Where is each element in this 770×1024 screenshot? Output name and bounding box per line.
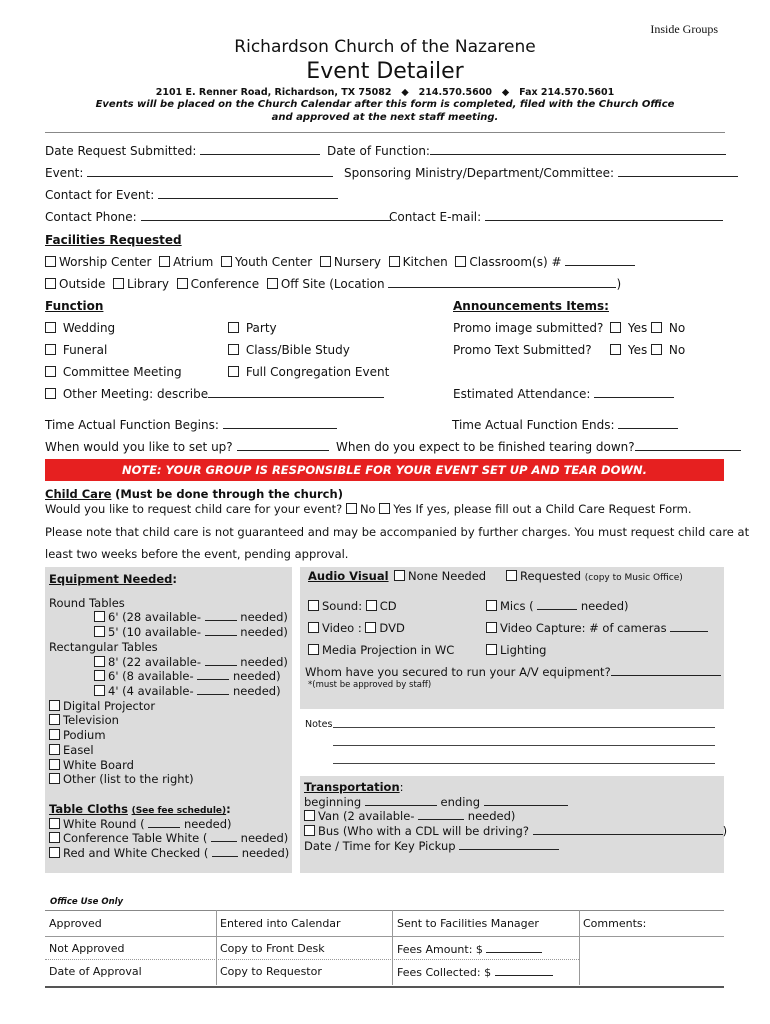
checkbox[interactable]: [49, 759, 60, 770]
checkbox[interactable]: [45, 322, 56, 333]
facilities-heading: Facilities Requested: [45, 233, 182, 247]
office-not-approved[interactable]: Not Approved: [49, 942, 125, 955]
function-party[interactable]: Party: [228, 321, 277, 335]
checkbox[interactable]: [228, 366, 239, 377]
checkbox[interactable]: [228, 322, 239, 333]
function-full-congregation[interactable]: Full Congregation Event: [228, 365, 389, 379]
childcare-heading-row: [45, 487, 343, 501]
office-sent-facilities[interactable]: Sent to Facilities Manager: [397, 917, 539, 930]
checkbox[interactable]: [304, 825, 315, 836]
promo-text-label: Promo Text Submitted?: [453, 343, 592, 357]
checkbox[interactable]: [651, 344, 662, 355]
checkbox[interactable]: [346, 503, 357, 514]
address: 2101 E. Renner Road, Richardson, TX 75082: [155, 87, 392, 98]
audio-mics[interactable]: Mics ( needed): [486, 599, 629, 613]
checkbox[interactable]: [49, 832, 60, 843]
childcare-heading: Child Care: [45, 487, 112, 501]
contact-email-label: Contact E-mail:: [389, 210, 482, 224]
transport-van[interactable]: Van (2 available- needed): [304, 809, 515, 823]
sponsoring-label: Sponsoring Ministry/Department/Committee:: [344, 166, 615, 180]
office-comments-label: Comments:: [583, 917, 647, 930]
childcare-question: Would you like to request child care for your event?: [45, 502, 343, 516]
checkbox[interactable]: [486, 622, 497, 633]
rect-tables-label: Rectangular Tables: [49, 640, 158, 654]
office-date-approval[interactable]: Date of Approval: [49, 965, 142, 978]
notes-line-3[interactable]: [333, 763, 715, 764]
audio-whom-field[interactable]: [305, 665, 721, 679]
childcare-yes-note: If yes, please fill out a Child Care Request Form.: [415, 502, 692, 516]
date-request-field[interactable]: [45, 144, 320, 158]
notice-line-2: and approved at the next staff meeting.: [271, 112, 499, 123]
checkbox[interactable]: [389, 256, 400, 267]
facility-library[interactable]: Library: [113, 277, 169, 291]
checkbox[interactable]: [45, 388, 56, 399]
office-fees-collected[interactable]: Fees Collected: $: [397, 965, 553, 979]
event-field[interactable]: [45, 166, 333, 180]
office-col-divider: [216, 910, 217, 985]
audio-capture[interactable]: Video Capture: # of cameras: [486, 621, 708, 635]
announcements-heading: Announcements Items:: [453, 299, 609, 313]
facility-conference[interactable]: Conference: [177, 277, 260, 291]
function-funeral[interactable]: Funeral: [45, 343, 107, 357]
checkbox[interactable]: [49, 700, 60, 711]
table-cloths-heading-row: Table Cloths (See fee schedule):: [49, 802, 231, 816]
church-name: Richardson Church of the Nazarene: [234, 37, 536, 57]
divider: [45, 132, 725, 133]
checkbox[interactable]: [94, 611, 105, 622]
table-cloths-heading: Table Cloths: [49, 802, 128, 816]
checkbox[interactable]: [49, 773, 60, 784]
audio-video[interactable]: Video : DVD: [308, 621, 405, 635]
checkbox[interactable]: [267, 278, 278, 289]
checkbox[interactable]: [45, 366, 56, 377]
transport-bus[interactable]: Bus (Who with a CDL will be driving? ): [304, 824, 727, 838]
checkbox[interactable]: [45, 278, 56, 289]
transport-dates[interactable]: beginning ending: [304, 795, 568, 809]
audio-media[interactable]: Media Projection in WC: [308, 643, 454, 657]
transport-heading-row: Transportation:: [304, 780, 404, 794]
checkbox[interactable]: [49, 847, 60, 858]
equipment-heading-row: Equipment Needed:: [49, 572, 178, 586]
audio-heading: Audio Visual: [308, 569, 389, 583]
function-class[interactable]: Class/Bible Study: [228, 343, 350, 357]
contact-event-label: Contact for Event:: [45, 188, 155, 202]
event-label: Event:: [45, 166, 84, 180]
childcare-yes[interactable]: Yes: [379, 502, 412, 516]
equip-television[interactable]: Television: [49, 713, 119, 727]
notes-line-2[interactable]: [333, 745, 715, 746]
fax: Fax 214.570.5601: [519, 87, 615, 98]
checkbox[interactable]: [49, 744, 60, 755]
round-6ft[interactable]: 6' (28 available- needed): [94, 610, 288, 624]
attendance-field[interactable]: [453, 387, 674, 401]
time-begins-field[interactable]: [45, 418, 337, 432]
checkbox[interactable]: [610, 322, 621, 333]
date-function-label: Date of Function:: [327, 144, 430, 158]
childcare-no[interactable]: No: [346, 502, 376, 516]
function-heading: Function: [45, 299, 104, 313]
checkbox[interactable]: [486, 600, 497, 611]
rect-4ft[interactable]: 4' (4 available- needed): [94, 684, 281, 698]
checkbox[interactable]: [486, 644, 497, 655]
facility-classroom[interactable]: Classroom(s) #: [455, 255, 635, 269]
facility-atrium[interactable]: Atrium: [159, 255, 213, 269]
contact-event-field[interactable]: [45, 188, 338, 202]
checkbox[interactable]: [308, 644, 319, 655]
notes-line-1[interactable]: [333, 727, 715, 728]
checkbox[interactable]: [49, 729, 60, 740]
function-committee[interactable]: Committee Meeting: [45, 365, 182, 379]
teardown-label: When do you expect to be finished tearing down?: [336, 440, 635, 454]
cloth-conference[interactable]: Conference Table White ( needed): [49, 831, 288, 845]
setup-teardown-banner: NOTE: YOUR GROUP IS RESPONSIBLE FOR YOUR EVENT SET UP AND TEAR DOWN.: [45, 459, 724, 481]
audio-whom-label: Whom have you secured to run your A/V equipment?: [305, 665, 611, 679]
function-other[interactable]: Other Meeting: describe: [45, 387, 384, 401]
diamond-icon: ◆: [401, 87, 409, 98]
checkbox[interactable]: [228, 344, 239, 355]
equip-projector[interactable]: Digital Projector: [49, 699, 155, 713]
office-entered-calendar[interactable]: Entered into Calendar: [220, 917, 341, 930]
checkbox[interactable]: [366, 600, 377, 611]
checkbox[interactable]: [94, 656, 105, 667]
checkbox[interactable]: [94, 685, 105, 696]
checkbox[interactable]: [94, 626, 105, 637]
childcare-para-2: least two weeks before the event, pending approval.: [45, 547, 349, 561]
setup-field[interactable]: [45, 440, 329, 454]
childcare-heading-note: (Must be done through the church): [115, 487, 343, 501]
setup-label: When would you like to set up?: [45, 440, 233, 454]
checkbox[interactable]: [379, 503, 390, 514]
audio-requested[interactable]: Requested (copy to Music Office): [506, 569, 683, 583]
checkbox[interactable]: [455, 256, 466, 267]
checkbox[interactable]: [506, 570, 517, 581]
facility-outside[interactable]: Outside: [45, 277, 105, 291]
audio-lighting[interactable]: Lighting: [486, 643, 546, 657]
checkbox[interactable]: [177, 278, 188, 289]
office-row-divider: [45, 936, 724, 937]
contact-email-field[interactable]: [389, 210, 723, 224]
childcare-para-1: Please note that child care is not guaranteed and may be accompanied by further charges. You must request child care at: [45, 525, 750, 539]
facilities-row-1: [45, 255, 635, 269]
checkbox[interactable]: [304, 810, 315, 821]
attendance-label: Estimated Attendance:: [453, 387, 591, 401]
time-ends-field[interactable]: [452, 418, 678, 432]
transport-key[interactable]: Date / Time for Key Pickup: [304, 839, 559, 853]
checkbox[interactable]: [610, 344, 621, 355]
cloth-white-round[interactable]: White Round ( needed): [49, 817, 232, 831]
time-begins-label: Time Actual Function Begins:: [45, 418, 219, 432]
promo-image-options[interactable]: Yes No: [610, 321, 685, 335]
childcare-question-row: [45, 502, 692, 516]
audio-approved-note: *(must be approved by staff): [308, 680, 432, 690]
office-col-divider: [579, 910, 580, 985]
round-5ft[interactable]: 5' (10 available- needed): [94, 625, 288, 639]
rect-8ft[interactable]: 8' (22 available- needed): [94, 655, 288, 669]
cloth-red-white[interactable]: Red and White Checked ( needed): [49, 846, 289, 860]
teardown-field[interactable]: [336, 440, 741, 454]
office-col-divider: [392, 910, 393, 985]
transport-heading: Transportation: [304, 780, 400, 794]
contact-phone-label: Contact Phone:: [45, 210, 137, 224]
checkbox[interactable]: [49, 714, 60, 725]
facility-worship-center[interactable]: Worship Center: [45, 255, 151, 269]
diamond-icon: ◆: [501, 87, 510, 98]
checkbox[interactable]: [365, 622, 376, 633]
office-use-label: Office Use Only: [50, 897, 124, 907]
round-tables-label: Round Tables: [49, 596, 125, 610]
promo-text-options[interactable]: Yes No: [610, 343, 685, 357]
table-cloths-note: (See fee schedule): [131, 806, 227, 816]
equip-whiteboard[interactable]: White Board: [49, 758, 134, 772]
audio-none-needed[interactable]: None Needed: [394, 569, 486, 583]
checkbox[interactable]: [113, 278, 124, 289]
corner-label: Inside Groups: [650, 22, 718, 36]
checkbox[interactable]: [45, 256, 56, 267]
sponsoring-field[interactable]: [344, 166, 738, 180]
page-title: Event Detailer: [306, 59, 464, 84]
equip-easel[interactable]: Easel: [49, 743, 94, 757]
office-row-divider: [45, 959, 579, 960]
phone: 214.570.5600: [418, 87, 492, 98]
office-approved[interactable]: Approved: [49, 917, 102, 930]
rect-6ft[interactable]: 6' (8 available- needed): [94, 669, 281, 683]
checkbox[interactable]: [94, 670, 105, 681]
office-copy-front-desk[interactable]: Copy to Front Desk: [220, 942, 325, 955]
date-request-label: Date Request Submitted:: [45, 144, 197, 158]
office-copy-requestor[interactable]: Copy to Requestor: [220, 965, 322, 978]
time-ends-label: Time Actual Function Ends:: [452, 418, 615, 432]
checkbox[interactable]: [45, 344, 56, 355]
facility-kitchen[interactable]: Kitchen: [389, 255, 448, 269]
checkbox[interactable]: [221, 256, 232, 267]
date-function-field[interactable]: [327, 144, 726, 158]
notes-label: Notes: [305, 719, 333, 730]
promo-image-label: Promo image submitted?: [453, 321, 604, 335]
facility-nursery[interactable]: Nursery: [320, 255, 381, 269]
notice-line-1: Events will be placed on the Church Calendar after this form is completed, filed with the Church Office: [95, 99, 675, 110]
checkbox[interactable]: [49, 818, 60, 829]
office-fees-amount[interactable]: Fees Amount: $: [397, 942, 542, 956]
checkbox[interactable]: [394, 570, 405, 581]
checkbox[interactable]: [320, 256, 331, 267]
equip-podium[interactable]: Podium: [49, 728, 106, 742]
equip-other[interactable]: Other (list to the right): [49, 772, 194, 786]
audio-sound[interactable]: Sound: CD: [308, 599, 397, 613]
facility-youth-center[interactable]: Youth Center: [221, 255, 312, 269]
function-wedding[interactable]: Wedding: [45, 321, 115, 335]
equipment-heading: Equipment Needed: [49, 572, 173, 586]
checkbox[interactable]: [308, 622, 319, 633]
contact-phone-field[interactable]: [45, 210, 391, 224]
checkbox[interactable]: [651, 322, 662, 333]
facilities-row-2: [45, 277, 621, 291]
checkbox[interactable]: [159, 256, 170, 267]
checkbox[interactable]: [308, 600, 319, 611]
facility-off-site[interactable]: Off Site (Location ): [267, 277, 621, 291]
address-line: [0, 87, 770, 98]
